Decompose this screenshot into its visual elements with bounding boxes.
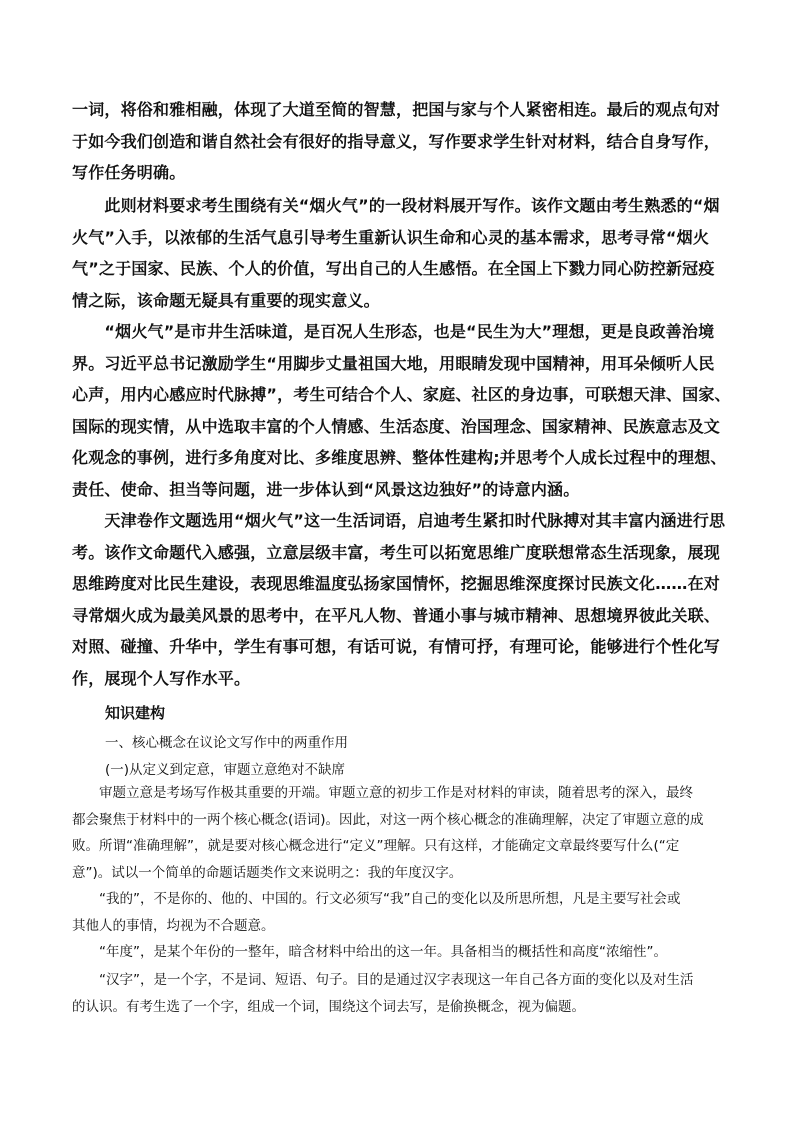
section-heading: 知识建构 bbox=[105, 704, 166, 722]
text-line: 都会聚焦于材料中的一两个核心概念(语词)。因此，对这一两个核心概念的准确理解，决定了审题立意的成 bbox=[72, 811, 704, 828]
text-line: 其他人的事情，均视为不合题意。 bbox=[72, 917, 275, 934]
text-line: 对照、碰撞、升华中，学生有事可想，有话可说，有情可抒，有理可论，能够进行个性化写 bbox=[72, 637, 721, 656]
text-line: 责任、使命、担当等问题，进一步体认到“风景这边独好”的诗意内涵。 bbox=[72, 479, 580, 499]
paragraph-3 bbox=[72, 316, 734, 505]
text-line: 考。该作文命题代入感强，立意层级丰富，考生可以拓宽思维广度联想常态生活现象，展现 bbox=[72, 542, 721, 562]
text-line: 此则材料要求考生围绕有关“烟火气”的一段材料展开写作。该作文题由考生熟悉的“烟 bbox=[72, 196, 720, 215]
text-line: 火气”入手，以浓郁的生活气息引导考生重新认识生命和心灵的基本需求，思考寻常“烟火 bbox=[72, 227, 710, 247]
text-line: 写作任务明确。 bbox=[72, 163, 186, 182]
sub-heading-1: 一、核心概念在议论文写作中的两重作用 bbox=[105, 735, 348, 751]
text-line: 意”)。试以一个简单的命题话题类作文来说明之：我的年度汉字。 bbox=[72, 864, 463, 881]
text-line: “汉字”，是一个字，不是词、短语、句子。目的是通过汉字表现这一年自己各方面的变化以及对生活 bbox=[72, 972, 694, 988]
text-line: 审题立意是考场写作极其重要的开端。审题立意的初步工作是对材料的审读，随着思考的深入，最终 bbox=[72, 785, 693, 801]
sub-heading-2: (一)从定义到定意，审题立意绝对不缺席 bbox=[105, 762, 346, 778]
text-line: 天津卷作文题选用“烟火气”这一生活词语，启迪考生紧扣时代脉搏对其丰富内涵进行思 bbox=[72, 511, 726, 530]
text-line: 化观念的事例，进行多角度对比、多维度思辨、整体性建构;并思考个人成长过程中的理想、 bbox=[72, 448, 727, 467]
text-line: “我的”，不是你的、他的、中国的。行文必须写“我”自己的变化以及所思所想，凡是主要写社会或 bbox=[72, 891, 681, 907]
text-line: 情之际，该命题无疑具有重要的现实意义。 bbox=[72, 290, 380, 310]
text-line: “年度”，是某个年份的一整年，暗含材料中给出的这一年。具备相当的概括性和高度“浓缩性”。 bbox=[72, 944, 667, 960]
small-paragraph-1 bbox=[72, 780, 734, 886]
paragraph-2 bbox=[72, 190, 734, 316]
small-paragraph-4 bbox=[72, 967, 734, 1020]
small-paragraph-3 bbox=[72, 939, 734, 966]
text-line: 心声，用内心感应时代脉搏”，考生可结合个人、家庭、社区的身边事，可联想天津、国家、 bbox=[72, 385, 731, 404]
text-line: “烟火气”是市井生活味道，是百况人生形态，也是“民生为大”理想，更是良政善治境 bbox=[72, 322, 715, 341]
text-line: 败。所谓“准确理解”，就是要对核心概念进行“定义”理解。只有这样，才能确定文章最终要写什么(“定 bbox=[72, 838, 680, 854]
text-line: 界。习近平总书记激励学生“用脚步丈量祖国大地，用眼睛发现中国精神，用耳朵倾听人民 bbox=[72, 353, 715, 373]
paragraph-1 bbox=[72, 94, 734, 189]
text-line: 思维跨度对比民生建设，表现思维温度弘扬家国情怀，挖掘思维深度探讨民族文化……在对 bbox=[72, 574, 721, 593]
text-line: 一词，将俗和雅相融，体现了大道至简的智慧，把国与家与个人紧密相连。最后的观点句对 bbox=[72, 100, 721, 119]
paragraph-4 bbox=[72, 505, 734, 694]
text-line: 于如今我们创造和谐自然社会有很好的指导意义，写作要求学生针对材料，结合自身写作， bbox=[72, 131, 721, 151]
text-line: 作，展现个人写作水平。 bbox=[72, 668, 251, 688]
text-line: 的认识。有考生选了一个字，组成一个词，围绕这个词去写，是偷换概念，视为偏题。 bbox=[72, 998, 585, 1015]
text-line: 气”之于国家、民族、个人的价值，写出自己的人生感悟。在全国上下戮力同心防控新冠疫 bbox=[72, 259, 715, 278]
small-paragraph-2 bbox=[72, 886, 734, 939]
text-line: 国际的现实情，从中选取丰富的个人情感、生活态度、治国理念、国家精神、民族意志及文 bbox=[72, 416, 721, 436]
text-line: 寻常烟火成为最美风景的思考中，在平凡人物、普通小事与城市精神、思想境界彼此关联、 bbox=[72, 605, 721, 625]
